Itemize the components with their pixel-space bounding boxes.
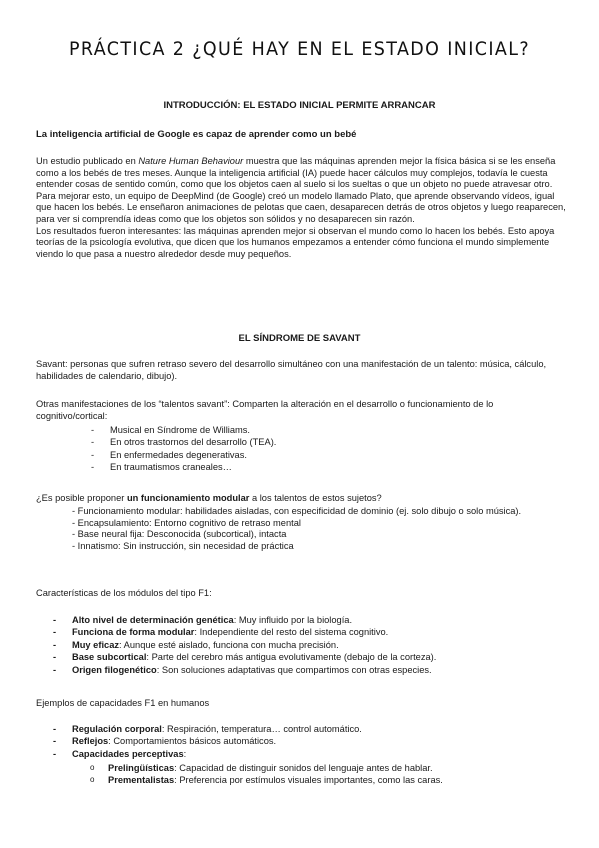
- journal-name: Nature Human Behaviour: [138, 156, 244, 166]
- examples-list: [53, 723, 362, 760]
- f1-list: [53, 614, 437, 676]
- list-item: - Alto nivel de determinación genética: Muy influido por la biología.: [53, 615, 353, 625]
- savant-other-intro: Otras manifestaciones de los “talentos savant”: Comparten la alteración en el desarrollo o funcionamiento de lo cognitivo/cortical:: [36, 399, 494, 421]
- list-item: - Muy eficaz: Aunque esté aislado, funciona con mucha precisión.: [53, 639, 339, 650]
- list-item: - Reflejos: Comportamientos básicos automáticos.: [53, 736, 277, 747]
- list-item: - Capacidades perceptivas:: [53, 748, 187, 759]
- list-item: - Base subcortical: Parte del cerebro más antigua evolutivamente (debajo de la corteza).: [53, 652, 437, 663]
- modular-list: [72, 506, 562, 552]
- examples-intro: Ejemplos de capacidades F1 en humanos: [36, 698, 210, 708]
- f1-intro: Características de los módulos del tipo F1:: [36, 588, 212, 598]
- list-item: o Prementalistas: Preferencia por estímulos visuales importantes, como las caras.: [90, 775, 443, 786]
- savant-heading: EL SÍNDROME DE SAVANT: [238, 333, 361, 344]
- intro-paragraph-3: Los resultados fueron interesantes: las máquinas aprenden mejor si observan el mundo como lo hacen los bebés. Esto apoya teorías de la psicología evolutiva, que dicen que los humanos empezamos a entender cómo funciona el mundo simplemente viendo lo que pasa a nuestro alrededor desde muy pequeños.: [36, 225, 555, 259]
- list-item: - En traumatismos craneales…: [91, 462, 232, 473]
- list-item: - Musical en Síndrome de Williams.: [91, 425, 251, 435]
- savant-definition: Savant: personas que sufren retraso severo del desarrollo simultáneo con una manifestación de un talento: música, cálculo, habilidades de calendario, dibujo).: [36, 359, 547, 381]
- savant-other-list: [91, 424, 277, 474]
- list-item: - Origen filogenético: Son soluciones adaptativas que compartimos con otras especies.: [53, 664, 432, 675]
- list-item: o Prelingüísticas: Capacidad de distinguir sonidos del lenguaje antes de hablar.: [90, 763, 433, 773]
- list-item: - En enfermedades degenerativas.: [91, 449, 247, 460]
- list-item: - Base neural fija: Desconocida (subcortical), intacta: [72, 529, 287, 540]
- perceptive-list: [90, 762, 443, 787]
- modular-question: ¿Es posible proponer un funcionamiento modular a los talentos de estos sujetos?: [36, 493, 382, 503]
- list-item: - Innatismo: Sin instrucción, sin necesidad de práctica: [72, 540, 294, 551]
- list-item: - Regulación corporal: Respiración, temperatura… control automático.: [53, 724, 362, 734]
- list-item: - Funciona de forma modular: Independiente del resto del sistema cognitivo.: [53, 627, 389, 638]
- intro-paragraph-2: Para mejorar esto, un equipo de DeepMind (de Google) creó un modelo llamado Plato, que aprende observando vídeos, igual que hacen los bebés. Le enseñaron animaciones de pelotas que caen, desaparecen detrás de otros objetos y luego reaparecen, para ver si comprendía ideas como que los objetos son sólidos y no desaparecen sin razón.: [36, 190, 566, 224]
- page-title: PRÁCTICA 2 ¿QUÉ HAY EN EL ESTADO INICIAL?: [68, 38, 530, 60]
- intro-heading: INTRODUCCIÓN: EL ESTADO INICIAL PERMITE ARRANCAR: [163, 100, 436, 111]
- intro-paragraph-1: Un estudio publicado en Nature Human Behaviour muestra que las máquinas aprenden mejor la física básica si se les enseña como a los bebés de tres meses. Aunque la inteligencia artificial (IA) puede hacer cálculos muy complejos, todavía le cuesta entender cosas de sentido común, como que los objetos caen al suelo si los sueltas o que un objeto no puede atravesar otro.: [36, 156, 556, 190]
- intro-subheading: La inteligencia artificial de Google es capaz de aprender como un bebé: [36, 129, 357, 140]
- list-item: - En otros trastornos del desarrollo (TEA).: [91, 437, 277, 448]
- list-item: - Funcionamiento modular: habilidades aisladas, con especificidad de dominio (ej. solo dibujo o solo música).: [72, 506, 522, 516]
- list-item: - Encapsulamiento: Entorno cognitivo de retraso mental: [72, 517, 301, 528]
- intro-body: [36, 156, 566, 260]
